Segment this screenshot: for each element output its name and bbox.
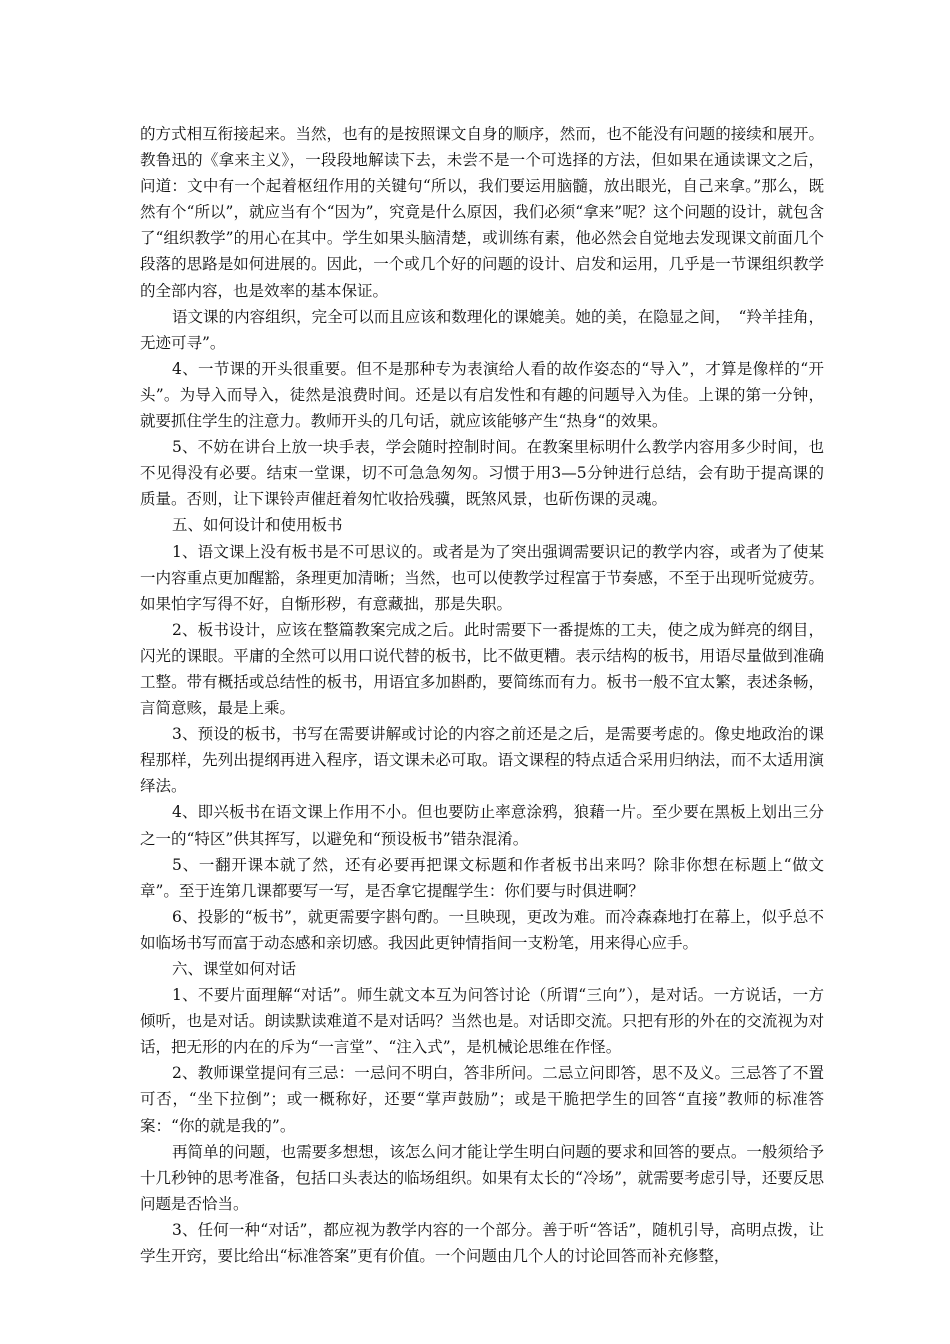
- paragraph: 语文课的内容组织，完全可以而且应该和数理化的课媲美。她的美，在隐显之间， “羚羊挂角，无迹可寻”。: [140, 307, 824, 352]
- paragraph: 4、一节课的开头很重要。但不是那种专为表演给人看的故作姿态的“导入”，才算是像样的“开头”。为导入而导入，徒然是浪费时间。还是以有启发性和有趣的问题导入为佳。上课的第一分钟，就要抓住学生的注意力。教师开头的几句话，就应该能够产生“热身“的效果。: [140, 359, 824, 431]
- paragraph: 的方式相互衔接起来。当然，也有的是按照课文自身的顺序，然而，也不能没有问题的接续和展开。教鲁迅的《拿来主义》，一段段地解读下去，未尝不是一个可选择的方法，但如果在通读课文之后，问道：文中有一个起着枢纽作用的关键句“所以，我们要运用脑髓，放出眼光，自己来拿。”那么，既然有个“所以”，就应当有个“因为”，究竟是什么原因，我们必须“拿来”呢？这个问题的设计，就包含了“组织教学”的用心在其中。学生如果头脑清楚，或训练有素，他必然会自觉地去发现课文前面几个段落的思路是如何进展的。因此，一个或几个好的问题的设计、启发和运用，几乎是一节课组织教学的全部内容，也是效率的基本保证。: [140, 125, 824, 300]
- paragraph: 3、任何一种“对话”，都应视为教学内容的一个部分。善于听“答话”，随机引导，高明点拨，让学生开窍，要比给出“标准答案”更有价值。一个问题由几个人的讨论回答而补充修整，: [140, 1220, 824, 1266]
- paragraph: 5、不妨在讲台上放一块手表，学会随时控制时间。在教案里标明什么教学内容用多少时间，也不见得没有必要。结束一堂课，切不可急急匆匆。习惯于用3—5分钟进行总结，会有助于提高课的质量。否则，让下课铃声催赶着匆忙收拾残骥，既煞风景，也斫伤课的灵魂。: [140, 438, 824, 509]
- paragraph: 6、投影的“板书”，就更需要字斟句酌。一旦映现，更改为难。而冷森森地打在幕上，似乎总不如临场书写而富于动态感和亲切感。我因此更钟情指间一支粉笔，用来得心应手。: [140, 907, 824, 952]
- section-heading: 六、课堂如何对话: [172, 960, 297, 978]
- paragraph: 再简单的问题，也需要多想想，该怎么问才能让学生明白问题的要求和回答的要点。一般须给予十几秒钟的思考准备，包括口头表达的临场组织。如果有太长的“冷场”，就需要考虑引导，还要反思问题是否恰当。: [140, 1142, 824, 1213]
- paragraph: 1、不要片面理解“对话”。师生就文本互为问答讨论（所谓“三向”），是对话。一方说话，一方倾听，也是对话。朗读默读难道不是对话吗？当然也是。对话即交流。只把有形的外在的交流视为对话，把无形的内在的斥为“一言堂”、“注入式”，是机械论思维在作怪。: [140, 986, 824, 1057]
- paragraph: 2、教师课堂提问有三忌：一忌问不明白，答非所问。二忌立问即答，思不及义。三忌答了不置可否，“坐下拉倒”；或一概称好，还要“掌声鼓励”；或是干脆把学生的回答“直接”教师的标准答案：“你的就是我的”。: [140, 1064, 824, 1135]
- document-body: [140, 121, 824, 1269]
- paragraph: 4、即兴板书在语文课上作用不小。但也要防止率意涂鸦，狼藉一片。至少要在黑板上划出三分之一的“特区”供其挥写，以避免和“预设板书”错杂混淆。: [140, 803, 824, 848]
- paragraph: 5、一翻开课本就了然，还有必要再把课文标题和作者板书出来吗？除非你想在标题上“做文章”。至于连第几课都要写一写，是否拿它提醒学生：你们要与时俱进啊？: [140, 855, 824, 900]
- paragraph: 3、预设的板书，书写在需要讲解或讨论的内容之前还是之后，是需要考虑的。像史地政治的课程那样，先列出提纲再进入程序，语文课未必可取。语文课程的特点适合采用归纳法，而不太适用演绎法。: [140, 725, 824, 796]
- paragraph: 2、板书设计，应该在整篇教案完成之后。此时需要下一番提炼的工夫，使之成为鲜亮的纲目，闪光的课眼。平庸的全然可以用口说代替的板书，比不做更糟。表示结构的板书，用语尽量做到准确工整。带有概括或总结性的板书，用语宜多加斟酌，要简练而有力。板书一般不宜太繁，表述条畅，言简意赅，最是上乘。: [140, 620, 824, 718]
- paragraph: 1、语文课上没有板书是不可思议的。或者是为了突出强调需要识记的教学内容，或者为了使某一内容重点更加醒豁，条理更加清晰；当然，也可以使教学过程富于节奏感，不至于出现听觉疲劳。如果怕字写得不好，自惭形秽，有意藏拙，那是失职。: [140, 542, 824, 613]
- section-heading: 五、如何设计和使用板书: [172, 516, 343, 535]
